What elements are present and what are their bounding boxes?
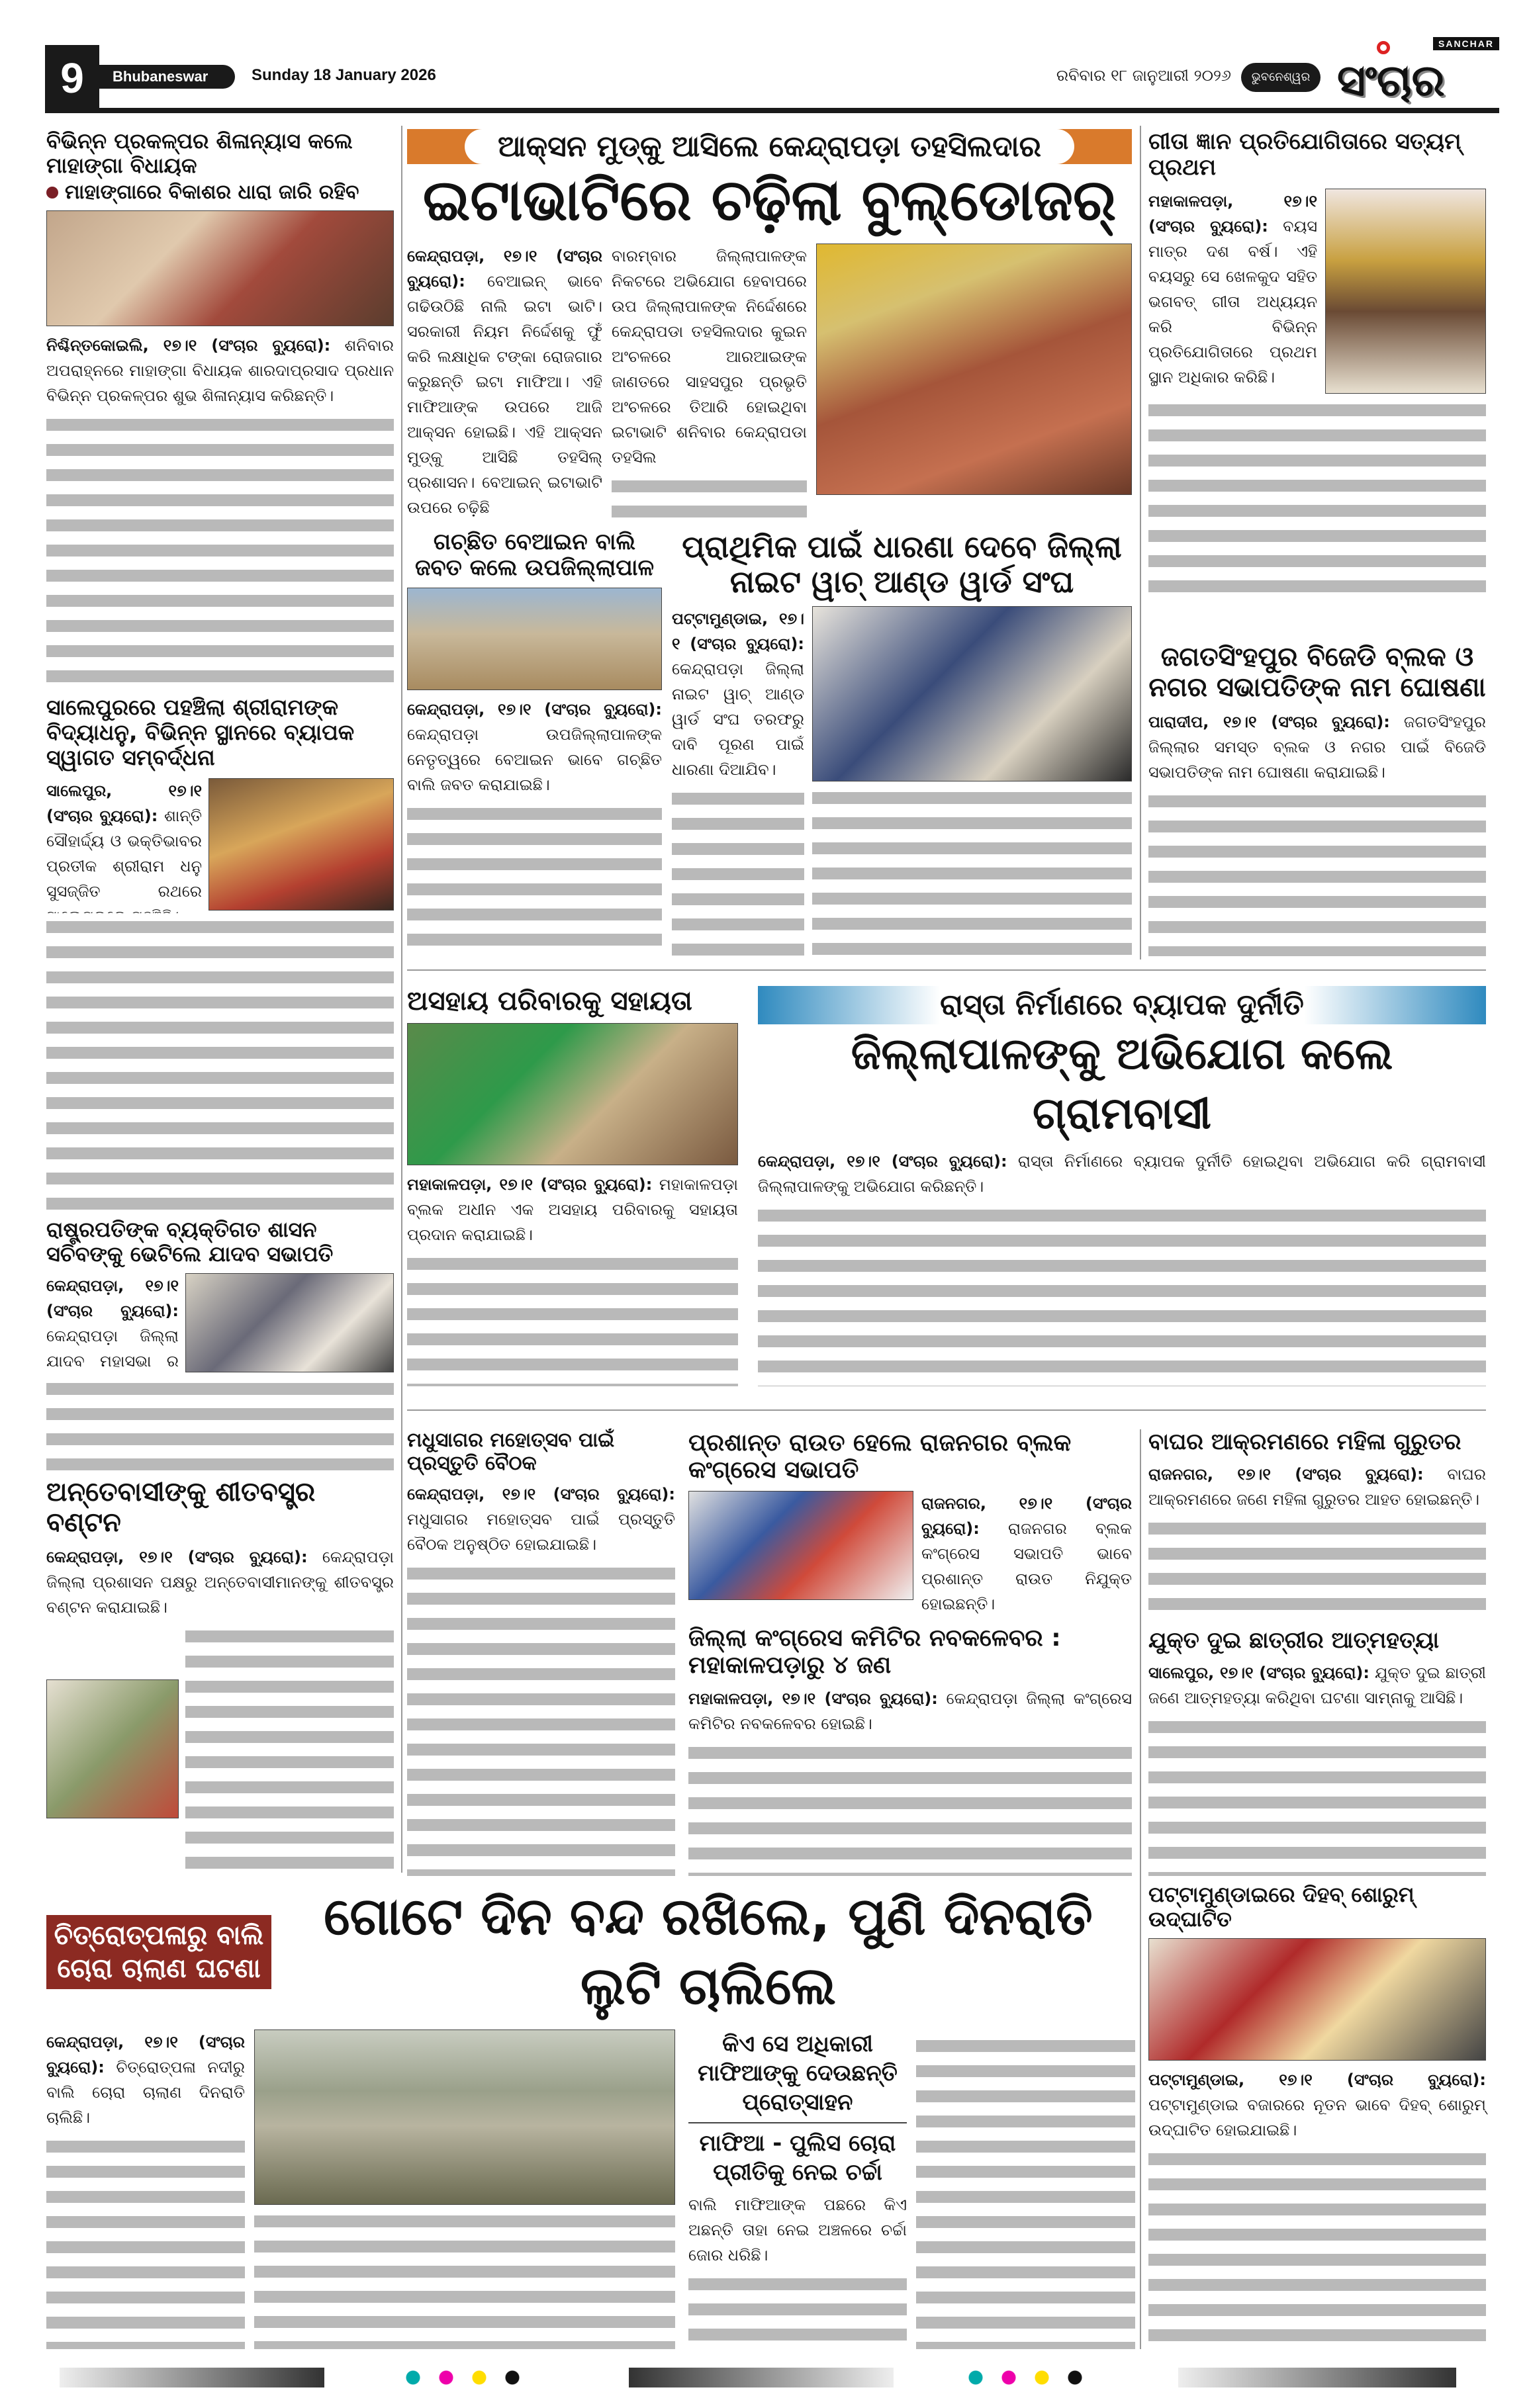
headline: ପଟ୍ଟାମୁଣ୍ଡାଇରେ ଦିହବ୍ ଶୋରୁମ୍ ଉଦ୍‌ଘାଟିତ: [1148, 1882, 1415, 1932]
body-text-continued: [1148, 1515, 1486, 1621]
body-text: କେନ୍ଦ୍ରାପଡ଼ା ଉପଜିଲ୍ଲାପାଳଙ୍କ ନେତୃତ୍ୱରେ ବେଆଇନ ଭାବେ ଗଚ୍ଛିତ ବାଲି ଜବତ କରାଯାଇଛି।: [407, 725, 662, 795]
article-body: [758, 1149, 1486, 1199]
body-text-continued: [407, 800, 662, 956]
article-body: [46, 333, 394, 408]
subheadline-police: ମାଫିଆ - ପୁଲିସ ଚୋରା ପ୍ରୀତିକୁ ନେଇ ଚର୍ଚ୍ଚା: [699, 2130, 896, 2186]
header-rule: [45, 108, 1499, 113]
article-mafia: [688, 2029, 1135, 2349]
article-photo: [407, 588, 662, 690]
body-text-continued: [758, 1202, 1486, 1386]
article-body: [1148, 709, 1486, 785]
article-body: [407, 1172, 738, 1247]
body-text: ମହାକାଳପଡ଼ା ବ୍ଲକ ଅଧୀନ ଏକ ଅସହାୟ ପରିବାରକୁ ସହାୟତା ପ୍ରଦାନ କରାଯାଇଛି।: [407, 1175, 738, 1244]
headline: ଅସହାୟ ପରିବାରକୁ ସହାୟତା: [407, 986, 692, 1016]
dateline: କେନ୍ଦ୍ରାପଡ଼ା, ୧୭।୧ (ସଂଚାର ବ୍ୟୁରୋ):: [46, 1276, 179, 1320]
headline: ଜଗତସିଂହପୁର ବିଜେଡି ବ୍ଲକ ଓ ନଗର ସଭାପତିଙ୍କ ନାମ ଘୋଷଣା: [1148, 642, 1486, 703]
sand-mining-photo: [254, 2029, 675, 2205]
article-body: [1148, 2067, 1486, 2143]
headline: ମଧୁସାଗର ମହୋତ୍ସବ ପାଇଁ ପ୍ରସ୍ତୁତି ବୈଠକ: [407, 1429, 615, 1475]
body-text: ରାସ୍ତା ନିର୍ମାଣରେ ବ୍ୟାପକ ଦୁର୍ନୀତି ହୋଇଥିବା ଅଭିଯୋଗ କରି ଗ୍ରାମବାସୀ ଜିଲ୍ଲାପାଳଙ୍କୁ ଅଭିଯୋଗ କରିଛନ୍ତି।: [758, 1152, 1486, 1196]
body-text: ଚିତ୍ରୋତ୍ପଳା ନଦୀରୁ ବାଲି ଚୋରା ଚାଲାଣ ଦିନରାତି ଚାଲିଛି।: [46, 2058, 245, 2127]
body-text-continued: [916, 2032, 1135, 2349]
body-text: ବାଘର ଆକ୍ରମଣରେ ଜଣେ ମହିଳା ଗୁରୁତର ଆହତ ହୋଇଛନ୍ତି।: [1148, 1465, 1486, 1509]
body-text-continued: [688, 2270, 907, 2349]
registration-gray-scale: [1178, 2368, 1456, 2387]
article-sand: [46, 2029, 675, 2349]
logo-dot-icon: [1377, 41, 1390, 54]
registration-color-dots: [960, 2368, 1092, 2387]
kicker-banner: [407, 129, 1132, 164]
body-text: ଶାନ୍ତି ସୌହାର୍ଦ୍ଦ୍ୟ ଓ ଭକ୍ତିଭାବର ପ୍ରତୀକ ଶ୍ରୀରାମ ଧନୁ ସୁସଜ୍ଜିତ ରଥରେ: [46, 806, 202, 901]
headline: ଅନ୍ତେବାସୀଙ୍କୁ ଶୀତବସ୍ତ୍ର ବଣ୍ଟନ: [46, 1477, 316, 1538]
page-number: 9: [45, 45, 99, 111]
article-bagha: [1148, 1429, 1486, 1621]
article-body: ବାଲି ମାଫିଆଙ୍କ ପଛରେ କିଏ ଅଛନ୍ତି ତାହା ନେଇ ଅଞ୍ଚଳରେ ଚର୍ଚ୍ଚା ଜୋର ଧରିଛି।: [688, 2196, 907, 2264]
article-prashanta: [688, 1429, 1132, 1618]
article-mahanga: [46, 129, 394, 688]
headline: ସାଲେପୁରରେ ପହଞ୍ଚିଲା ଶ୍ରୀରାମଙ୍କ ବିଦ୍ୟାଧନୁ, ବିଭିନ୍ନ ସ୍ଥାନରେ ବ୍ୟାପକ ସ୍ୱାଗତ ସମ୍ବର୍ଦ୍ଧନା: [46, 694, 355, 770]
headline: ଯୁକ୍ତ ଦୁଇ ଛାତ୍ରୀର ଆତ୍ମହତ୍ୟା: [1148, 1627, 1439, 1654]
article-body: [672, 606, 804, 782]
body-text: କେନ୍ଦ୍ରାପଡ଼ା ଜିଲ୍ଲା ନାଇଟ ୱାଚ୍ ଆଣ୍ଡ ୱାର୍ଡ ସଂଘ ତରଫରୁ ଦାବି ପୂରଣ ପାଇଁ ଧାରଣା ଦିଆଯିବ।: [672, 659, 804, 779]
article-madhusagar: [407, 1429, 675, 1876]
logo-word: ସଂଚାର: [1337, 55, 1445, 106]
subheadline-text: ମାହାଙ୍ଗାରେ ବିକାଶର ଧାରା ଜାରି ରହିବ: [65, 180, 359, 204]
article-gita: [1148, 129, 1486, 605]
odia-date: ରବିବାର ୧୮ ଜାନୁଆରୀ ୨୦୨୬: [1056, 66, 1231, 85]
dateline: ନିଶ୍ଚିନ୍ତକୋଇଲି, ୧୭।୧ (ସଂଚାର ବ୍ୟୁରୋ):: [46, 335, 331, 355]
body-text-continued: [407, 1560, 675, 1876]
article-jukta: [1148, 1628, 1486, 1876]
logo-brand: SANCHAR: [1433, 37, 1499, 50]
body-text: ଶନିବାର ଅପରାହ୍ନରେ ମାହାଙ୍ଗା ବିଧାୟକ ଶାରଦାପ୍ରସାଦ ପ୍ରଧାନ ବିଭିନ୍ନ ପ୍ରକଳ୍ପର ଶୁଭ ଶିଳାନ୍ୟାସ କରିଛନ୍ତି।: [46, 335, 394, 405]
article-prathamika: [672, 529, 1132, 956]
boxed-kicker: ଚିତ୍ରୋତ୍ପଳାରୁ ବାଲି ଚୋରା ଚାଲାଣ ଘଟଣା: [46, 1915, 271, 1989]
headline: ଗଚ୍ଛିତ ବେଆଇନ ବାଲି ଜବତ କଲେ ଉପଜିଲ୍ଲାପାଳ: [414, 529, 655, 582]
headline: ଗୀତା ଜ୍ଞାନ ପ୍ରତିଯୋଗିତାରେ ସତ୍ୟମ୍ ପ୍ରଥମ: [1148, 128, 1461, 181]
body-text-continued: [254, 2207, 675, 2349]
dateline: କେନ୍ଦ୍ରାପଡ଼ା, ୧୭।୧ (ସଂଚାର ବ୍ୟୁରୋ):: [46, 1548, 308, 1566]
body-text: କେନ୍ଦ୍ରାପଡ଼ା ଜିଲ୍ଲା ଯାଦବ ମହାସଭା ର: [46, 1326, 179, 1370]
sand-headline: ଗୋଟେ ଦିନ ବନ୍ଦ ରଖିଲେ, ପୁଣି ଦିନରାତି ଲୁଟି ଚାଲିଲେ: [324, 1887, 1093, 2016]
body-text-continued: [46, 1375, 394, 1472]
article-body: [1148, 1462, 1486, 1512]
article-body: [1148, 1660, 1486, 1711]
edition-label: Bhubaneswar: [99, 65, 235, 89]
dateline: ପାରାଦୀପ, ୧୭।୧ (ସଂଚାର ବ୍ୟୁରୋ):: [1148, 713, 1390, 731]
article-body: [688, 1686, 1132, 1736]
issue-date: Sunday 18 January 2026: [252, 66, 436, 84]
article-pattamundai: [1148, 1883, 1486, 2349]
showroom-photo: [1148, 1938, 1486, 2061]
headline: ବାଘର ଆକ୍ରମଣରେ ମହିଳା ଗୁରୁତର: [1148, 1429, 1461, 1455]
article-body: [46, 1544, 394, 1620]
bulldozer-photo: [816, 244, 1132, 495]
dateline: ସାଲେପୁର, ୧୭।୧ (ସଂଚାର ବ୍ୟୁରୋ):: [46, 781, 202, 825]
article-body: [407, 697, 662, 797]
body-text-continued: [672, 785, 804, 956]
headline: ପ୍ରାଥିମିକ ପାଇଁ ଧାରଣା ଦେବେ ଜିଲ୍ଲା ନାଇଟ ୱାଚ୍ ଆଣ୍ଡ ୱାର୍ଡ ସଂଘ: [682, 529, 1122, 600]
bullet-icon: [46, 187, 58, 199]
sand-lead-section: [46, 1883, 1135, 2349]
article-salepur: [46, 695, 394, 1211]
article-photo: [209, 778, 394, 911]
article-body-col2: ବାରମ୍ବାର ଜିଲ୍ଲାପାଳଙ୍କ ନିକଟରେ ଅଭିଯୋଗ ହେବାପରେ ଉପ ଜିଲ୍ଲାପାଳଙ୍କ ନିର୍ଦ୍ଦେଶରେ କେନ୍ଦ୍ରାପଡା ତହସିଲଦାର କୁଇନ ଅଂଚଳରେ ଆରଆଇଙ୍କ ଜାଣତରେ ସାହସପୁର ପ୍ରଭୃତି ଅଂଚଳରେ ତିଆରି ହୋଇଥିବା ଇଟାଭାଟି ଶନିବାର କେନ୍ଦ୍ରାପଡା ତହସିଲ: [612, 247, 807, 467]
headline: ଇଟାଭାଟିରେ ଚଢ଼ିଲା ବୁଲ୍‌ଡୋଜର୍: [422, 167, 1117, 234]
body-text: ଯୁକ୍ତ ଦୁଇ ଛାତ୍ରୀ ଜଣେ ଆତ୍ମହତ୍ୟା କରିଥିବା ଘଟଣା ସାମ୍ନାକୁ ଆସିଛି।: [1148, 1664, 1487, 1708]
article-photo: [185, 1273, 394, 1372]
column-divider: [401, 126, 402, 1873]
body-text: ରାଜନଗର ବ୍ଲକ କଂଗ୍ରେସ ସଭାପତି ଭାବେ ପ୍ରଶାନ୍ତ ରାଉତ ନିଯୁକ୍ତ ହୋଇଛନ୍ତି।: [921, 1519, 1132, 1613]
article-gachhita: [407, 529, 662, 956]
body-text: ମଧୁସାଗର ମହୋତ୍ସବ ପାଇଁ ପ୍ରସ୍ତୁତି ବୈଠକ ଅନୁଷ୍ଠିତ ହୋଇଯାଇଛି।: [407, 1510, 675, 1554]
sand-articles-row: [46, 2029, 1135, 2349]
body-text-continued: [46, 411, 394, 688]
article-rasta: [758, 986, 1486, 1386]
article-photo: [688, 1491, 913, 1600]
body-text: ପଟ୍ଟାମୁଣ୍ଡାଇ ବଜାରରେ ନୂତନ ଭାବେ ଦିହବ୍ ଶୋରୁମ୍ ଉଦ୍‌ଘାଟିତ ହୋଇଯାଇଛି।: [1148, 2095, 1486, 2139]
masthead-logo: [1330, 37, 1499, 110]
article-body: [407, 1482, 675, 1557]
student-photo: [1325, 189, 1486, 394]
headline: ବିଭିନ୍ନ ପ୍ରକଳ୍ପର ଶିଳାନ୍ୟାସ କଲେ ମାହାଙ୍ଗା ବିଧାୟକ: [46, 128, 353, 178]
headline: ଜିଲ୍ଲା କଂଗ୍ରେସ କମିଟିର ନବକଳେବର : ମହାକାଳପଡ଼ାରୁ ୪ ଜଣ: [688, 1625, 1061, 1679]
subheadline: [46, 181, 394, 204]
dateline: କେନ୍ଦ୍ରାପଡ଼ା, ୧୭।୧ (ସଂଚାର ବ୍ୟୁରୋ):: [46, 2033, 245, 2076]
article-body: [1148, 189, 1317, 394]
registration-color-dots: [397, 2368, 530, 2387]
article-body: [46, 1273, 179, 1372]
article-rashtrapati: [46, 1218, 394, 1472]
dateline: କେନ୍ଦ୍ରାପଡ଼ା, ୧୭।୧ (ସଂଚାର ବ୍ୟୁରୋ):: [758, 1152, 1007, 1171]
body-text-continued: [1148, 1713, 1486, 1876]
dateline: କେନ୍ଦ୍ରାପଡ଼ା, ୧୭।୧ (ସଂଚାର ବ୍ୟୁରୋ):: [407, 1485, 675, 1503]
dateline: ରାଜନଗର, ୧୭।୧ (ସଂଚାର ବ୍ୟୁରୋ):: [921, 1494, 1132, 1538]
headline: ରାଷ୍ଟ୍ରପତିଙ୍କ ବ୍ୟକ୍ତିଗତ ଶାସନ ସଚିବଙ୍କୁ ଭେଟିଲେ ଯାଦବ ସଭାପତି: [46, 1217, 334, 1267]
article-body: [46, 2029, 245, 2130]
body-text: ବେଆଇନ୍ ଭାବେ ଗଢିଉଠିଛି ନାଲି ଇଟା ଭାଟି। ସରକାରୀ ନିୟମ ନିର୍ଦ୍ଦେଶକୁ ଫୁଁ କରି ଲକ୍ଷାଧିକ ଟଙ୍କା ରୋଜଗାର କରୁଛନ୍ତି ଇଟା ମାଫିଆ। ଏହି ମାଫିଆଙ୍କ ଉପରେ ଆଜି ଆକ୍ସନ ହୋଇଛି। ଏହି ଆକ୍ସନ ମୁଡ୍‌କୁ ଆସିଛି ତହସିଲ୍ ପ୍ରଶାସନ। ବେଆଇନ୍ ଇଟାଭାଟି ଉପରେ ଚଢ଼ିଛି: [407, 272, 602, 517]
column-divider: [1140, 1429, 1141, 2349]
subhead-divider: [688, 2122, 907, 2123]
dateline: କେନ୍ଦ୍ରାପଡ଼ା, ୧୭।୧ (ସଂଚାର ବ୍ୟୁରୋ):: [407, 700, 662, 719]
body-text-continued: [185, 1623, 394, 1874]
kicker-banner: ରାସ୍ତା ନିର୍ମାଣରେ ବ୍ୟାପକ ଦୁର୍ନୀତି: [758, 986, 1486, 1024]
registration-gray-scale: [60, 2368, 324, 2387]
body-text: କେନ୍ଦ୍ରାପଡ଼ା ଜିଲ୍ଲା ପ୍ରଶାସନ ପକ୍ଷରୁ ଅନ୍ତେବାସୀମାନଙ୍କୁ ଶୀତବସ୍ତ୍ର ବଣ୍ଟନ କରାଯାଇଛି।: [46, 1548, 394, 1617]
article-asahaya: [407, 986, 738, 1386]
article-photo: [46, 210, 394, 326]
body-text-continued: [812, 784, 1132, 956]
body-text-continued: [1148, 787, 1486, 956]
article-jagatsinghpur: [1148, 642, 1486, 956]
body-text: ଜଗତସିଂହପୁର ଜିଲ୍ଲାର ସମସ୍ତ ବ୍ଲକ ଓ ନଗର ପାଇଁ ବିଜେଡି ସଭାପତିଙ୍କ ନାମ ଘୋଷଣା କରାଯାଇଛି।: [1148, 713, 1486, 781]
article-body: [46, 778, 202, 911]
body-text: ବୟସ ମାତ୍ର ଦଶ ବର୍ଷ। ଏହି ବୟସରୁ ସେ ଖେଳକୁଦ ସହିତ ଭଗବତ୍ ଗୀତା ଅଧ୍ୟୟନ କରି ବିଭିନ୍ନ ପ୍ରତିଯୋଗିତାରେ ପ୍ରଥମ ସ୍ଥାନ ଅଧିକାର କରିଛି।: [1148, 217, 1317, 387]
registration-gray-scale: [629, 2368, 894, 2387]
article-photo: [812, 606, 1132, 781]
dateline: ପଟ୍ଟାମୁଣ୍ଡାଇ, ୧୭।୧ (ସଂଚାର ବ୍ୟୁରୋ):: [672, 609, 804, 653]
body-text-continued: [407, 1250, 738, 1386]
article-body: [921, 1491, 1132, 1617]
row-divider: [407, 969, 1486, 971]
dateline: ପଟ୍ଟାମୁଣ୍ଡାଇ, ୧୭।୧ (ସଂଚାର ବ୍ୟୁରୋ):: [1148, 2070, 1486, 2089]
article-photo: [46, 1679, 179, 1818]
article-photo: [407, 1023, 738, 1165]
sand-headline-row: [46, 1883, 1135, 2022]
dateline: ମହାକାଳପଡ଼ା, ୧୭।୧ (ସଂଚାର ବ୍ୟୁରୋ):: [407, 1175, 653, 1194]
kicker: ଆକ୍ସନ ମୁଡ୍‌କୁ ଆସିଲେ କେନ୍ଦ୍ରାପଡ଼ା ତହସିଲଦାର: [465, 129, 1074, 164]
dateline: ମହାକାଳପଡ଼ା, ୧୭।୧ (ସଂଚାର ବ୍ୟୁରୋ):: [1148, 192, 1317, 236]
body-text-continued: [1148, 396, 1486, 605]
dateline: ରାଜନଗର, ୧୭।୧ (ସଂଚାର ବ୍ୟୁରୋ):: [1148, 1465, 1424, 1484]
article-bulldozer: [407, 129, 1132, 523]
body-text-continued: [612, 472, 807, 523]
body-text: କେନ୍ଦ୍ରାପଡ଼ା ଜିଲ୍ଲା କଂଗ୍ରେସ କମିଟିର ନବକଳେବର ହୋଇଛି।: [688, 1689, 1132, 1733]
headline: ପ୍ରଶାନ୍ତ ରାଉତ ହେଲେ ରାଜନଗର ବ୍ଲକ କଂଗ୍ରେସ ସଭାପତି: [688, 1429, 1072, 1484]
column-divider: [1140, 126, 1141, 959]
dateline: ମହାକାଳପଡ଼ା, ୧୭।୧ (ସଂଚାର ବ୍ୟୁରୋ):: [688, 1689, 938, 1708]
article-antebasi: [46, 1477, 394, 1874]
article-body: [407, 244, 602, 520]
dateline: କେନ୍ଦ୍ରାପଡ଼ା, ୧୭।୧ (ସଂଚାର ବ୍ୟୁରୋ):: [407, 247, 602, 290]
row-divider: [407, 1409, 1486, 1411]
body-text-continued: [46, 913, 394, 1211]
body-text-continued: [688, 1739, 1132, 1876]
odia-edition-label: ଭୁବନେଶ୍ୱର: [1241, 63, 1321, 92]
body-text-continued: [1148, 2145, 1486, 2349]
subheadline-officer: କିଏ ସେ ଅଧିକାରୀ ମାଫିଆଙ୍କୁ ଦେଉଛନ୍ତି ପ୍ରୋତ୍ସାହନ: [698, 2031, 898, 2116]
dateline: ସାଲେପୁର, ୧୭।୧ (ସଂଚାର ବ୍ୟୁରୋ):: [1148, 1664, 1369, 1683]
headline: ଜିଲ୍ଲାପାଳଙ୍କୁ ଅଭିଯୋଗ କଲେ ଗ୍ରାମବାସୀ: [851, 1028, 1393, 1139]
body-text-continued: [46, 2133, 245, 2349]
article-zilla-congress: [688, 1625, 1132, 1876]
